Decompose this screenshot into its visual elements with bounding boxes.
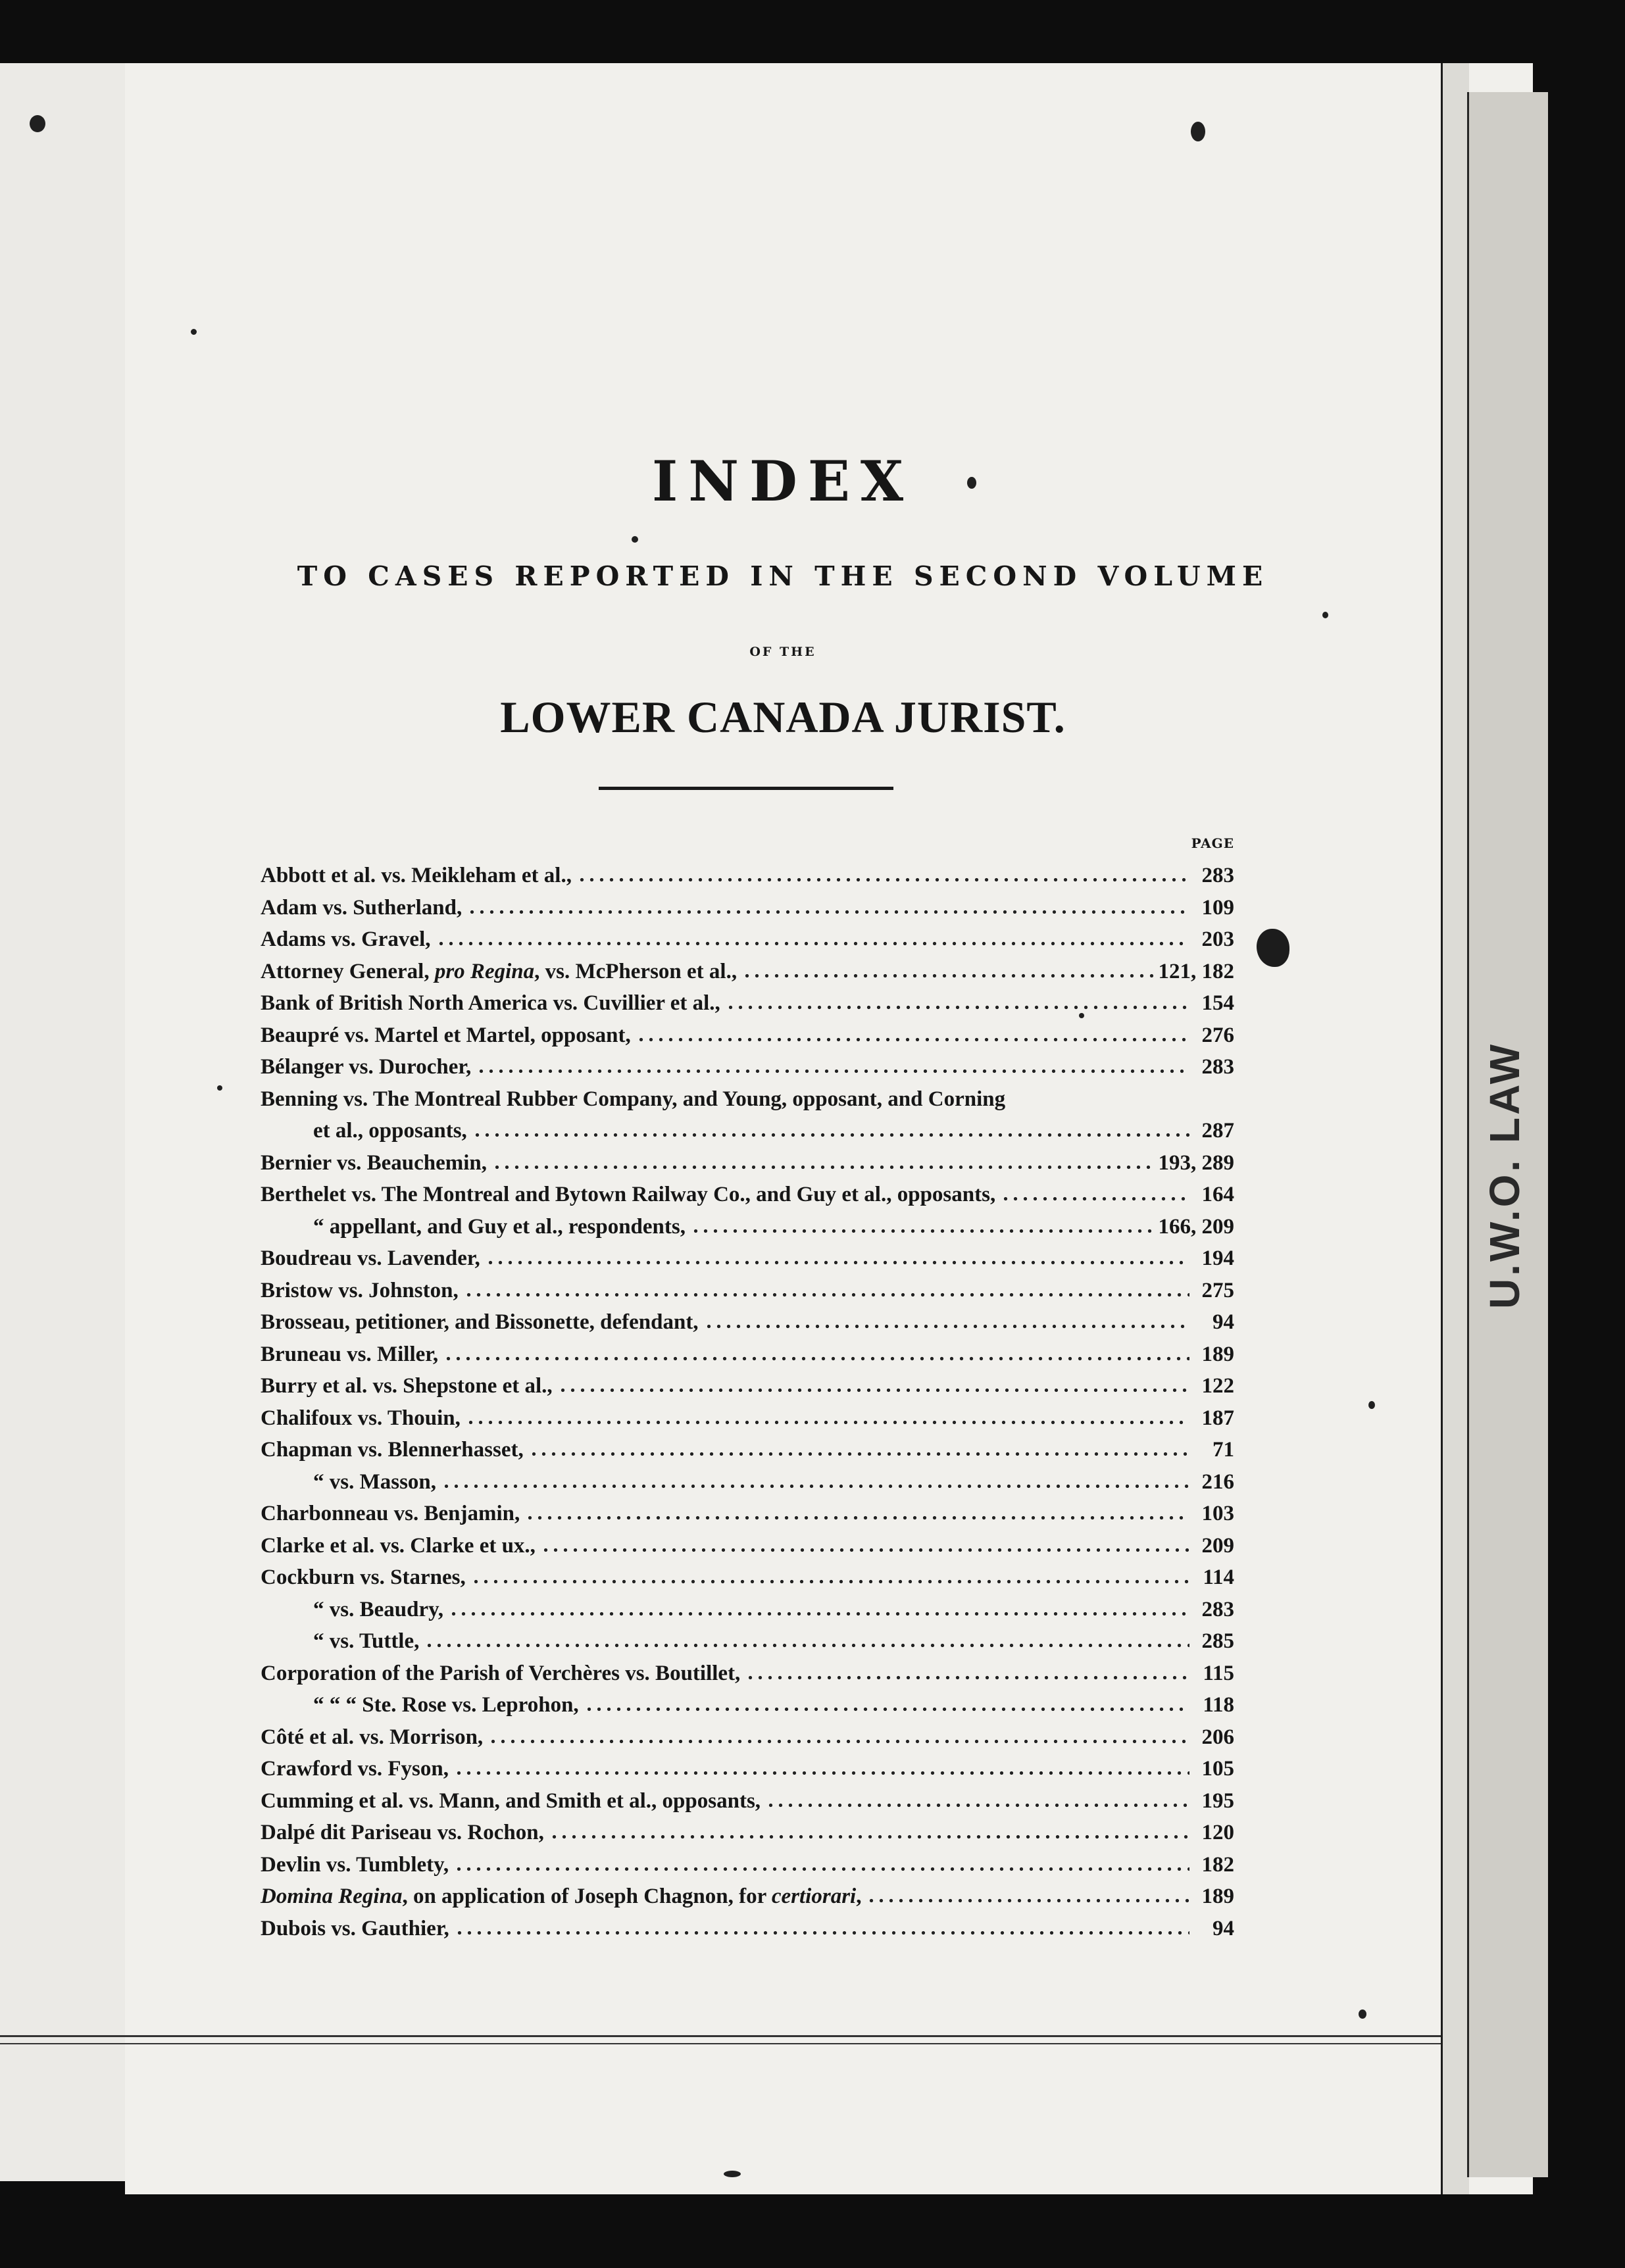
index-entry: [261, 1850, 1234, 1880]
entry-page-number: 71: [1212, 1438, 1234, 1462]
entry-label: [261, 1179, 995, 1210]
entry-label-part: Beaupré vs. Martel et Martel, opposant,: [261, 1023, 631, 1047]
entry-label-part: Bernier vs. Beauchemin,: [261, 1150, 488, 1175]
index-entry: [261, 1243, 1234, 1273]
leader-dots: [866, 1886, 1189, 1906]
entry-label-italic: Domina Regina: [261, 1885, 403, 1908]
index-entry: [261, 1020, 1234, 1050]
index-entry: [261, 1817, 1234, 1848]
leader-dots: [443, 1344, 1189, 1364]
entry-page-number: 120: [1201, 1821, 1234, 1844]
leader-dots: [449, 1599, 1189, 1619]
entry-page-number: 194: [1201, 1246, 1234, 1270]
leader-dots: [486, 1248, 1189, 1268]
entry-label: [261, 924, 431, 954]
entry-label-part: Chapman vs. Blennerhasset,: [261, 1438, 524, 1462]
entry-page-number: 287: [1201, 1119, 1234, 1143]
leader-dots: [488, 1727, 1189, 1746]
entry-label: [261, 1913, 449, 1944]
leader-dots: [742, 961, 1153, 981]
entry-page-number: 121, 182: [1158, 959, 1234, 983]
entry-label: [313, 1467, 436, 1497]
entry-page-number: 275: [1201, 1278, 1234, 1302]
index-entry: [261, 1339, 1234, 1369]
index-entry: [261, 956, 1234, 987]
index-entry: [261, 860, 1234, 891]
entry-label: [261, 1817, 544, 1848]
entry-label: [313, 1594, 443, 1625]
entry-label-part: Adam vs. Sutherland,: [261, 895, 463, 920]
journal-title: LOWER CANADA JURIST.: [500, 692, 1066, 742]
index-entry: [313, 1594, 1234, 1625]
entry-label-part: “ vs. Tuttle,: [313, 1629, 420, 1653]
entry-label-part: Crawford vs. Fyson,: [261, 1757, 449, 1781]
speck: [1368, 1401, 1375, 1409]
entry-label: [261, 1403, 461, 1433]
index-entry: [261, 1371, 1234, 1401]
index-entry: [261, 1722, 1234, 1752]
index-entry: [261, 1498, 1234, 1529]
leader-dots: [455, 1918, 1189, 1938]
speck: [1079, 1013, 1084, 1018]
entry-label: [313, 1690, 579, 1720]
entry-page-number: 109: [1201, 895, 1234, 920]
library-stamp: [1480, 1041, 1533, 1585]
entry-label: [261, 1498, 520, 1529]
entry-label: [261, 1275, 459, 1306]
entry-label-part: , vs. McPherson et al.,: [534, 959, 738, 983]
of-the-line: OF THE: [749, 645, 816, 659]
leader-dots: [454, 1854, 1189, 1874]
entry-label-part: ,: [856, 1885, 862, 1908]
leader-dots: [472, 1120, 1189, 1140]
entry-label: [261, 1052, 471, 1082]
entry-label: [261, 1084, 1005, 1114]
speck: [1191, 122, 1205, 141]
entry-page-number: 203: [1201, 927, 1234, 951]
page-column-header: PAGE: [1191, 835, 1234, 851]
leader-dots: [1001, 1184, 1189, 1204]
ink-blot: [1257, 929, 1289, 967]
leader-dots: [454, 1758, 1189, 1778]
entry-label-part: Berthelet vs. The Montreal and Bytown Railway Co., and Guy et al., opposants,: [261, 1183, 996, 1206]
leader-dots: [529, 1439, 1189, 1459]
entry-label: [261, 1850, 449, 1880]
entry-page-number: 166, 209: [1158, 1214, 1234, 1239]
entry-label: [313, 1212, 686, 1242]
entry-label: [261, 1243, 480, 1273]
leader-dots: [549, 1822, 1189, 1842]
entry-label-part: Cockburn vs. Starnes,: [261, 1565, 466, 1589]
entry-label-part: Charbonneau vs. Benjamin,: [261, 1502, 520, 1525]
index-entry: [261, 1148, 1234, 1178]
leader-dots: [492, 1152, 1153, 1172]
leader-dots: [584, 1694, 1189, 1714]
entry-page-number: 118: [1203, 1693, 1234, 1717]
index-entry: [313, 1626, 1234, 1656]
entry-label-part: Bristow vs. Johnston,: [261, 1278, 459, 1302]
entry-page-number: 283: [1201, 1597, 1234, 1621]
entry-label-part: Burry et al. vs. Shepstone et al.,: [261, 1374, 553, 1398]
entry-page-number: 189: [1201, 1342, 1234, 1366]
page-title: INDEX: [651, 449, 914, 514]
leader-dots: [466, 1408, 1189, 1427]
entry-label: [261, 1754, 449, 1784]
index-entry: [313, 1116, 1234, 1146]
index-entry: [313, 1212, 1234, 1242]
entry-page-number: 276: [1201, 1023, 1234, 1047]
title-divider: [599, 787, 893, 790]
entry-label-italic: pro Regina: [434, 959, 535, 983]
leader-dots: [558, 1375, 1189, 1395]
entry-label: [261, 1307, 699, 1337]
index-entry: [261, 1275, 1234, 1306]
entry-label-part: Corporation of the Parish of Verchères vs. Boutillet,: [261, 1661, 741, 1685]
entry-page-number: 187: [1201, 1406, 1234, 1430]
entry-label: [261, 1531, 536, 1561]
entry-label-part: “ vs. Beaudry,: [313, 1597, 444, 1621]
entry-label-part: Bélanger vs. Durocher,: [261, 1055, 472, 1079]
index-entry: [261, 1052, 1234, 1082]
entry-page-number: 283: [1201, 1055, 1234, 1079]
index-entry: [261, 1786, 1234, 1816]
index-entry: [261, 1179, 1234, 1210]
entry-label: [261, 1658, 740, 1689]
entry-label-part: , on application of Joseph Chagnon, for: [402, 1885, 772, 1908]
entry-label-part: “ “ “ Ste. Rose vs. Leprohon,: [313, 1693, 579, 1717]
entry-label-part: Bank of British North America vs. Cuvillier et al.,: [261, 991, 720, 1015]
index-entry: [261, 1562, 1234, 1592]
entry-page-number: 164: [1201, 1183, 1234, 1206]
page-edge-right: [1441, 63, 1469, 2194]
index-entry: [261, 1658, 1234, 1689]
entry-page-number: 122: [1201, 1374, 1234, 1398]
entry-label-part: Benning vs. The Montreal Rubber Company, and Young, opposant, and Corning: [261, 1087, 1006, 1111]
leader-dots: [577, 865, 1189, 885]
entry-page-number: 105: [1201, 1757, 1234, 1781]
leader-dots: [436, 929, 1190, 949]
leader-dots: [471, 1567, 1189, 1587]
leader-dots: [476, 1056, 1189, 1076]
leader-dots: [726, 993, 1189, 1012]
entry-label-part: et al., opposants,: [313, 1119, 467, 1143]
entry-label: [261, 860, 572, 891]
entry-page-number: 103: [1201, 1502, 1234, 1525]
bottom-rule-second: [0, 2043, 1441, 2044]
speck: [30, 115, 45, 132]
leader-dots: [441, 1471, 1189, 1491]
entry-label-part: Chalifoux vs. Thouin,: [261, 1406, 461, 1430]
entry-label-part: “ vs. Masson,: [313, 1469, 437, 1494]
facing-page-edge: [0, 63, 132, 2181]
speck: [967, 477, 976, 489]
entry-page-number: 206: [1201, 1725, 1234, 1749]
entry-label-part: Abbott et al. vs. Meikleham et al.,: [261, 864, 572, 887]
entry-label-part: Attorney General,: [261, 959, 435, 983]
entry-page-number: 283: [1201, 864, 1234, 887]
index-entry: [261, 988, 1234, 1018]
entry-label: [313, 1116, 467, 1146]
index-entry: [261, 1754, 1234, 1784]
index-entry: [261, 1307, 1234, 1337]
speck: [1322, 612, 1328, 618]
index-entry: [261, 1881, 1234, 1911]
entry-label: [261, 1371, 553, 1401]
page-subtitle: TO CASES REPORTED IN THE SECOND VOLUME: [297, 560, 1269, 592]
entry-label-part: Brosseau, petitioner, and Bissonette, defendant,: [261, 1310, 699, 1334]
index-entry: [261, 924, 1234, 954]
leader-dots: [691, 1216, 1153, 1236]
speck: [724, 2171, 741, 2177]
index-entry: [261, 1435, 1234, 1465]
entry-page-number: 285: [1201, 1629, 1234, 1653]
speck: [1359, 2009, 1366, 2019]
leader-dots: [745, 1663, 1189, 1683]
entry-label: [261, 1722, 483, 1752]
entry-label: [261, 1020, 631, 1050]
entry-label-part: Clarke et al. vs. Clarke et ux.,: [261, 1533, 536, 1558]
entry-page-number: 114: [1203, 1565, 1234, 1589]
entry-label-part: “ appellant, and Guy et al., respondents,: [313, 1214, 686, 1239]
entry-label: [261, 1881, 861, 1911]
entry-page-number: 182: [1201, 1852, 1234, 1877]
index-entry: [261, 893, 1234, 923]
entry-label-part: Cumming et al. vs. Mann, and Smith et al., opposants,: [261, 1788, 761, 1813]
entry-label: [261, 988, 720, 1018]
index-entry: [261, 1403, 1234, 1433]
entry-label: [261, 1435, 524, 1465]
index-entry: [313, 1467, 1234, 1497]
entry-label: [261, 956, 737, 987]
entry-label: [313, 1626, 419, 1656]
leader-dots: [525, 1503, 1189, 1523]
entry-page-number: 209: [1201, 1533, 1234, 1558]
speck: [632, 536, 638, 543]
leader-dots: [541, 1535, 1189, 1555]
index-entry: [261, 1913, 1234, 1944]
entry-page-number: 115: [1203, 1661, 1234, 1685]
entry-label-part: Devlin vs. Tumblety,: [261, 1852, 449, 1877]
index-entry: [261, 1531, 1234, 1561]
leader-dots: [467, 897, 1189, 917]
entry-label-part: Côté et al. vs. Morrison,: [261, 1725, 484, 1749]
entry-page-number: 94: [1212, 1310, 1234, 1334]
entry-label: [261, 1562, 466, 1592]
entry-label: [261, 1148, 487, 1178]
entry-label-part: Adams vs. Gravel,: [261, 927, 431, 951]
entry-label-italic: certiorari: [771, 1885, 857, 1908]
library-stamp-text: U.W.O. LAW: [1481, 1041, 1528, 1309]
entry-page-number: 154: [1201, 991, 1234, 1015]
entry-label-part: Dubois vs. Gauthier,: [261, 1916, 449, 1940]
leader-dots: [464, 1280, 1189, 1300]
entry-label-part: Dalpé dit Pariseau vs. Rochon,: [261, 1821, 544, 1844]
entry-page-number: 189: [1201, 1885, 1234, 1908]
leader-dots: [424, 1631, 1189, 1650]
entry-page-number: 94: [1212, 1916, 1234, 1940]
leader-dots: [766, 1790, 1189, 1810]
entry-label-part: Boudreau vs. Lavender,: [261, 1246, 480, 1270]
entry-page-number: 193, 289: [1158, 1150, 1234, 1175]
entry-page-number: 216: [1201, 1469, 1234, 1494]
entry-page-number: 195: [1201, 1788, 1234, 1813]
leader-dots: [704, 1312, 1189, 1331]
entry-label: [261, 1339, 438, 1369]
entry-label: [261, 893, 462, 923]
entry-label: [261, 1786, 761, 1816]
index-entry: [313, 1690, 1234, 1720]
speck: [217, 1085, 222, 1091]
index-entry: [261, 1084, 1234, 1114]
bottom-rule: [0, 2035, 1441, 2037]
entry-label-part: Bruneau vs. Miller,: [261, 1342, 439, 1366]
speck: [191, 329, 197, 335]
leader-dots: [636, 1025, 1189, 1045]
